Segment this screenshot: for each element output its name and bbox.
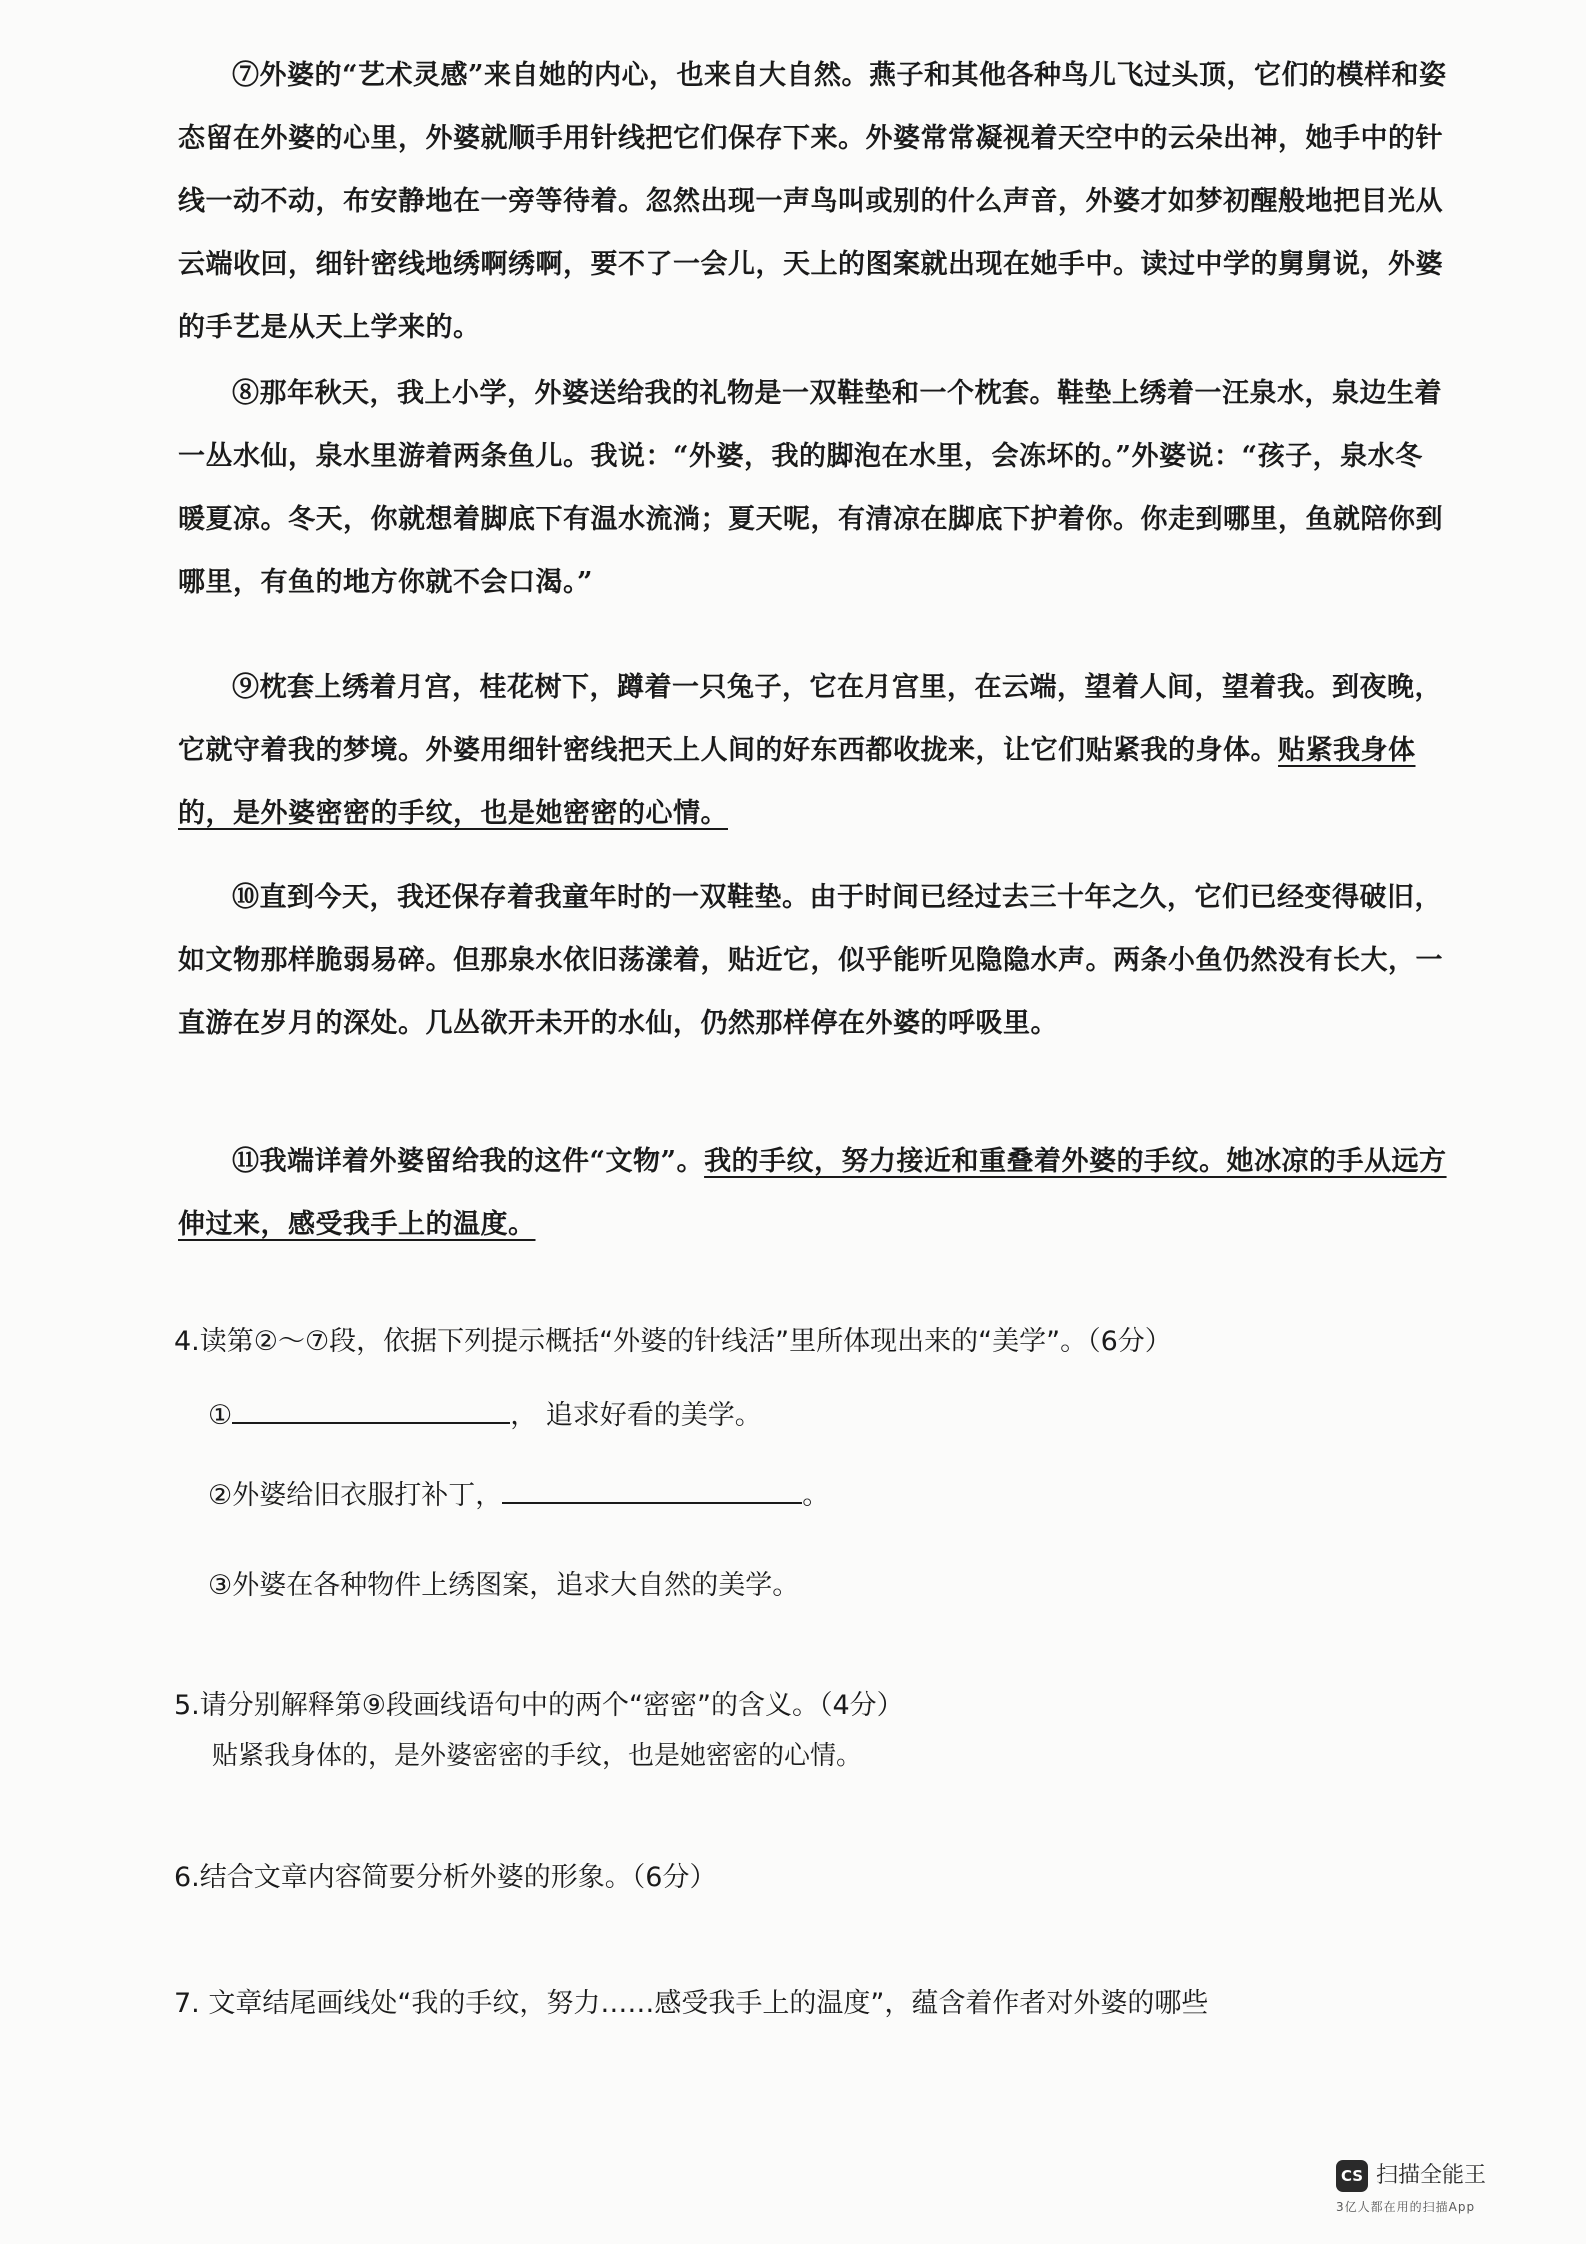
paragraph-11-underlined-sentence: 我的手纹，努力接近和重叠着外婆的手纹。她冰凉的手从远方伸过来，感受我手上的温度。: [178, 1146, 1447, 1240]
question-4-stem: 4.读第②～⑦段，依据下列提示概括“外婆的针线活”里所体现出来的“美学”。（6分）: [174, 1326, 1172, 1357]
question-4-item-2: [208, 1476, 829, 1516]
question-5-stem: 5.请分别解释第⑨段画线语句中的两个“密密”的含义。（4分）: [174, 1690, 904, 1721]
paragraph-11-text: ⑪我端详着外婆留给我的这件“文物”。: [232, 1146, 705, 1177]
question-5-quoted-sentence: 贴紧我身体的，是外婆密密的手纹，也是她密密的心情。: [212, 1741, 863, 1771]
paragraph-8: ⑧那年秋天，我上小学，外婆送给我的礼物是一双鞋垫和一个枕套。鞋垫上绣着一汪泉水，泉边生着一丛水仙，泉水里游着两条鱼儿。我说：“外婆，我的脚泡在水里，会冻坏的。”外婆说：“孩子，泉水冬暖夏凉。冬天，你就想着脚底下有温水流淌；夏天呢，有清凉在脚底下护着你。你走到哪里，鱼就陪你到哪里，有鱼的地方你就不会口渴。”: [178, 378, 1443, 598]
question-6-stem: 6.结合文章内容简要分析外婆的形象。（6分）: [174, 1862, 717, 1893]
scanner-watermark: [1336, 2160, 1526, 2220]
watermark-app-name: 扫描全能王: [1376, 2163, 1487, 2188]
question-4-item-3: ③外婆在各种物件上绣图案，追求大自然的美学。: [208, 1570, 800, 1601]
paragraph-9-text: ⑨枕套上绣着月宫，桂花树下，蹲着一只兔子，它在月宫里，在云端，望着人间，望着我。到夜晚，它就守着我的梦境。外婆用细针密线把天上人间的好东西都收拢来，让它们贴紧我的身体。: [178, 672, 1442, 766]
paragraph-11: [178, 1130, 1450, 1256]
paragraph-7: ⑦外婆的“艺术灵感”来自她的内心，也来自大自然。燕子和其他各种鸟儿飞过头顶，它们的模样和姿态留在外婆的心里，外婆就顺手用针线把它们保存下来。外婆常常凝视着天空中的云朵出神，她手中的针线一动不动，布安静地在一旁等待着。忽然出现一声鸟叫或别的什么声音，外婆才如梦初醒般地把目光从云端收回，细针密线地绣啊绣啊，要不了一会儿，天上的图案就出现在她手中。读过中学的舅舅说，外婆的手艺是从天上学来的。: [178, 60, 1447, 343]
paragraph-9-underlined-sentence: 贴紧我身体的，是外婆密密的手纹，也是她密密的心情。: [178, 735, 1416, 829]
question-4-item-2-text: ②外婆给旧衣服打补丁，: [208, 1480, 503, 1511]
question-4-item-1-text: ， 追求好看的美学。: [510, 1400, 762, 1431]
question-7-stem: 7. 文章结尾画线处“我的手纹，努力……感受我手上的温度”，蕴含着作者对外婆的哪些: [174, 1988, 1209, 2019]
answer-blank-2[interactable]: [502, 1476, 802, 1504]
question-4-item-1-number: ①: [208, 1400, 233, 1431]
question-4-item-1: [208, 1396, 762, 1436]
camscanner-logo-icon: CS: [1336, 2160, 1368, 2192]
answer-blank-1[interactable]: [232, 1396, 510, 1424]
watermark-tagline: 3亿人都在用的扫描App: [1336, 2200, 1476, 2214]
question-4-item-2-end: 。: [802, 1480, 830, 1511]
paragraph-9: [178, 656, 1450, 845]
paragraph-10: ⑩直到今天，我还保存着我童年时的一双鞋垫。由于时间已经过去三十年之久，它们已经变得破旧，如文物那样脆弱易碎。但那泉水依旧荡漾着，贴近它，似乎能听见隐隐水声。两条小鱼仍然没有长大，一直游在岁月的深处。几丛欲开未开的水仙，仍然那样停在外婆的呼吸里。: [178, 882, 1443, 1039]
